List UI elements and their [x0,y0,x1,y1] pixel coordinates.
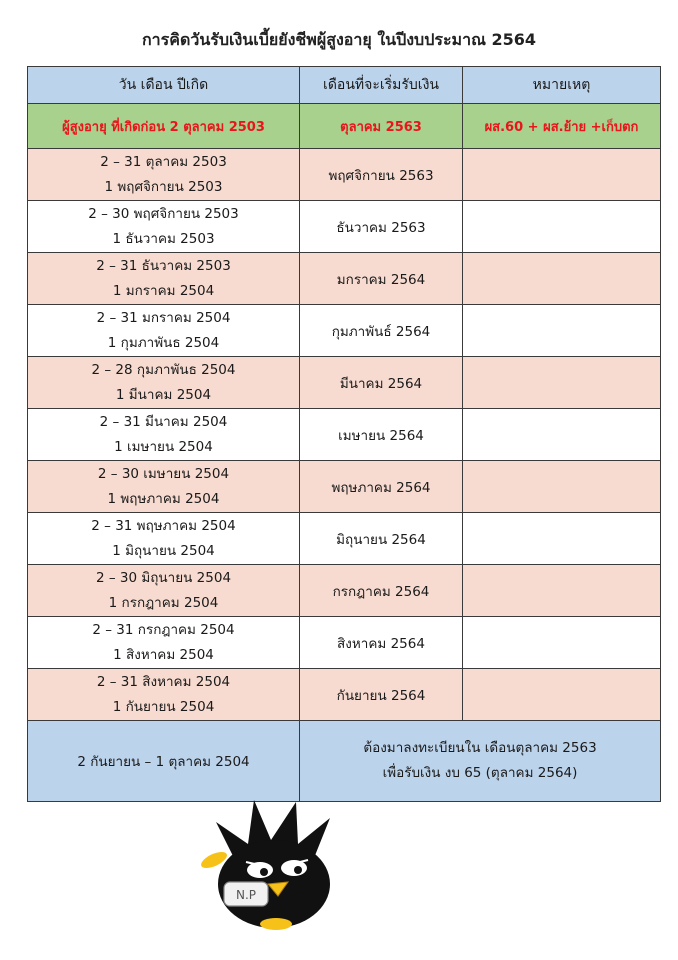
start-month-cell: กุมภาพันธ์ 2564 [300,305,463,357]
start-month-cell: พฤษภาคม 2564 [300,461,463,513]
birth-range-cell [28,357,300,409]
birth-range-line: 2 – 31 มกราคม 2504 [96,309,231,326]
header-note: หมายเหตุ [463,67,661,104]
birth-range-line: 2 – 31 พฤษภาคม 2504 [91,517,236,534]
footer-note-line-1: ต้องมาลงทะเบียนใน เดือนตุลาคม 2563 [363,740,597,756]
birth-date-line: 1 ธันวาคม 2503 [112,230,215,247]
start-month-cell: มีนาคม 2564 [300,357,463,409]
mascot-name-tag: N.P [235,888,257,902]
birth-range-cell [28,409,300,461]
table-row [28,409,661,461]
birth-date-line: 1 มกราคม 2504 [112,282,215,299]
special-birth-cell: ผู้สูงอายุ ที่เกิดก่อน 2 ตุลาคม 2503 [28,104,300,149]
page-title: การคิดวันรับเงินเบี้ยยังชีพผู้สูงอายุ ในปีงบประมาณ 2564 [141,30,537,49]
note-cell [463,565,661,617]
note-cell [463,149,661,201]
table-row [28,461,661,513]
birth-range-cell [28,253,300,305]
start-month-cell: พฤศจิกายน 2563 [300,149,463,201]
birth-range-cell [28,669,300,721]
table-row [28,669,661,721]
footer-note-line-2: เพื่อรับเงิน งบ 65 (ตุลาคม 2564) [382,765,578,781]
start-month-cell: สิงหาคม 2564 [300,617,463,669]
birth-range-line: 2 – 31 มีนาคม 2504 [99,413,228,430]
header-start-month: เดือนที่จะเริ่มรับเงิน [300,67,463,104]
birth-date-line: 1 มิถุนายน 2504 [112,542,215,559]
note-cell [463,669,661,721]
table-row [28,253,661,305]
birth-range-line: 2 – 30 มิถุนายน 2504 [95,569,232,586]
header-birthdate: วัน เดือน ปีเกิด [28,67,300,104]
penguin-mascot-icon [196,792,346,937]
birth-date-line: 1 สิงหาคม 2504 [113,646,214,663]
note-cell [463,305,661,357]
birth-date-line: 1 เมษายน 2504 [114,438,213,455]
footer-note-cell [300,721,661,802]
table-row [28,149,661,201]
birth-range-line: 2 – 31 ตุลาคม 2503 [100,153,227,170]
table-row [28,565,661,617]
birth-range-cell [28,305,300,357]
table-header-row [28,67,661,104]
birth-range-cell [28,201,300,253]
pension-table [27,66,661,802]
table-row [28,513,661,565]
birth-range-cell [28,617,300,669]
note-cell [463,617,661,669]
footer-birth-cell: 2 กันยายน – 1 ตุลาคม 2504 [28,721,300,802]
table-body [28,149,661,721]
note-cell [463,513,661,565]
note-cell [463,253,661,305]
birth-range-cell [28,461,300,513]
birth-range-cell [28,513,300,565]
table-row [28,617,661,669]
birth-range-line: 2 – 30 เมษายน 2504 [97,465,230,482]
birth-range-line: 2 – 30 พฤศจิกายน 2503 [88,205,239,222]
start-month-cell: มกราคม 2564 [300,253,463,305]
start-month-cell: เมษายน 2564 [300,409,463,461]
start-month-cell: กรกฎาคม 2564 [300,565,463,617]
table-row-before-oct-2503 [28,104,661,149]
start-month-cell: กันยายน 2564 [300,669,463,721]
note-cell [463,201,661,253]
table-row [28,305,661,357]
birth-range-line: 2 – 31 สิงหาคม 2504 [96,673,231,690]
special-note-cell: ผส.60 + ผส.ย้าย +เก็บตก [463,104,661,149]
birth-range-line: 2 – 28 กุมภาพันธ 2504 [91,361,236,378]
start-month-cell: ธันวาคม 2563 [300,201,463,253]
birth-range-cell [28,565,300,617]
birth-date-line: 1 มีนาคม 2504 [115,386,212,403]
table-row [28,357,661,409]
start-month-cell: มิถุนายน 2564 [300,513,463,565]
note-cell [463,357,661,409]
table-row [28,201,661,253]
birth-date-line: 1 พฤศจิกายน 2503 [104,178,223,195]
note-cell [463,409,661,461]
birth-range-cell [28,149,300,201]
birth-date-line: 1 กันยายน 2504 [112,698,215,715]
birth-date-line: 1 พฤษภาคม 2504 [107,490,220,507]
birth-date-line: 1 กรกฎาคม 2504 [108,594,219,611]
birth-date-line: 1 กุมภาพันธ 2504 [107,334,220,351]
note-cell [463,461,661,513]
table-footer-row [28,721,661,802]
birth-range-line: 2 – 31 ธันวาคม 2503 [96,257,231,274]
special-start-cell: ตุลาคม 2563 [300,104,463,149]
birth-range-line: 2 – 31 กรกฎาคม 2504 [92,621,235,638]
